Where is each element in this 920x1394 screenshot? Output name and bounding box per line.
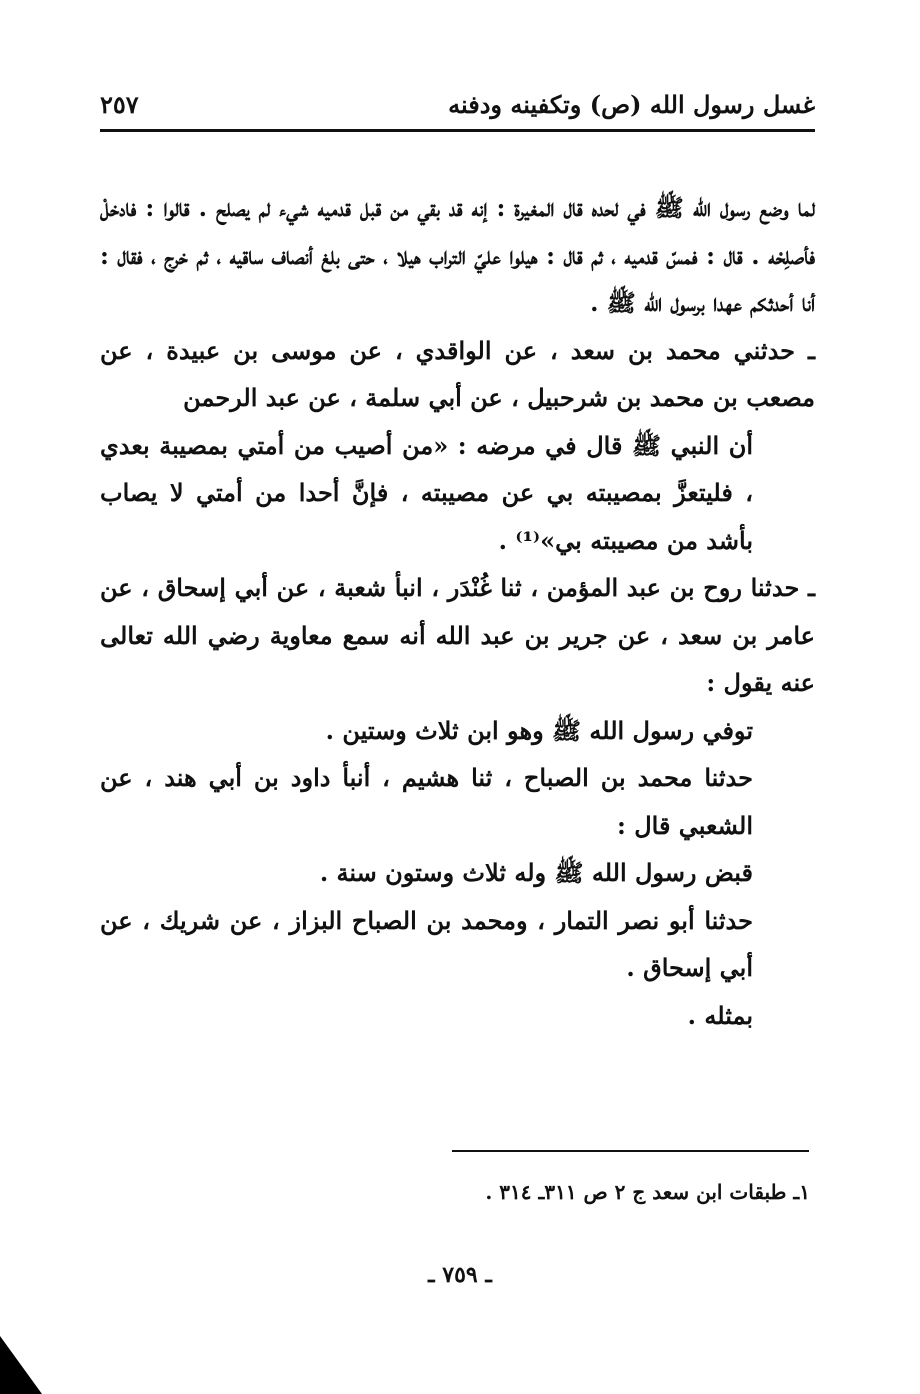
running-header — [100, 82, 815, 126]
footnote-rule — [452, 1150, 809, 1152]
paragraph-8: حدثنا أبو نصر التمار ، ومحمد بن الصباح البزاز ، عن شريك ، عن أبي إسحاق . — [100, 905, 753, 982]
header-rule — [100, 129, 815, 132]
paragraph-7: قبض رسول الله ﷺ وله ثلاث وستون سنة . — [319, 858, 753, 887]
footnote: ١ـ طبقات ابن سعد ج ٢ ص ٣١١ـ ٣١٤ . — [485, 1180, 810, 1204]
paragraph-5: توفي رسول الله ﷺ وهو ابن ثلاث وستين . — [325, 715, 753, 745]
paragraph-6: حدثنا محمد بن الصباح ، ثنا هشيم ، أنبأ داود بن أبي هند ، عن الشعبي قال : — [100, 763, 753, 840]
header-page-number: ٢٥٧ — [100, 89, 139, 119]
paragraph-2: ـ حدثني محمد بن سعد ، عن الواقدي ، عن موسى بن عبيدة ، عن مصعب بن محمد بن شرحبيل ، عن أبي سلمة ، عن عبد الرحمن — [100, 335, 815, 412]
paragraph-9: بمثله . — [687, 1000, 753, 1030]
scan-corner-shadow — [0, 1336, 42, 1394]
footer-page-number: ـ ٧٥٩ ـ — [428, 1262, 492, 1288]
main-text — [100, 184, 815, 1039]
paragraph-1: لما وضع رسول الله ﷺ في لحده قال المغيرة : إنه قد بقي من قبل قدميه شيء لم يصلح . قالوا : فادخلْ فأصلِحْه . قال : فمسّ قدميه ، ثم قال : هيلوا عليّ التراب هيلا ، حتى بلغ أنصاف ساقيه ، ثم خرج ، فقال : أنا أحدثكم عهدا برسول الله ﷺ . — [100, 193, 815, 317]
paragraph-3: أن النبي ﷺ قال في مرضه : «من أصيب من أمتي بمصيبة بعدي ، فليتعزَّ بمصيبته بي عن مصيبته ، فإنَّ أحدا من أمتي لا يصاب بأشد من مصيبته بي»⁽¹⁾ . — [100, 430, 753, 555]
paragraph-4: ـ حدثنا روح بن عبد المؤمن ، ثنا غُنْدَر ، انبأ شعبة ، عن أبي إسحاق ، عن عامر بن سعد ، عن جرير بن عبد الله أنه سمع معاوية رضي الله تعالى عنه يقول : — [100, 573, 815, 697]
chapter-title: غسل رسول الله (ص) وتكفينه ودفنه — [448, 89, 815, 119]
